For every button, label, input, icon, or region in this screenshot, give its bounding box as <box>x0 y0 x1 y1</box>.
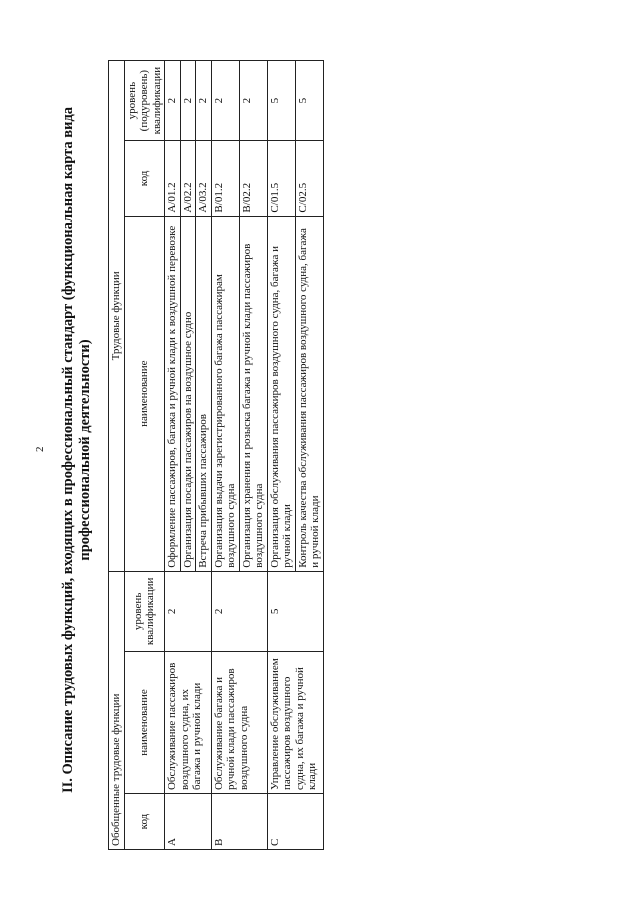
function-code: B/01.2 <box>211 141 239 216</box>
labor-functions-header: Трудовые функции <box>109 61 125 572</box>
group-level: 5 <box>267 571 323 651</box>
function-name: Организация выдачи зарегистрированного багажа пассажирам воздушного судна <box>211 216 239 571</box>
function-code: B/02.2 <box>239 141 267 216</box>
group-name: Управление обслуживанием пассажиров воздушного судна, их багажа и ручной клади <box>267 651 323 793</box>
group-code: C <box>267 794 323 850</box>
group-code: B <box>211 794 267 850</box>
group-name: Обслуживание пассажиров воздушного судна, их багажа и ручной клади <box>165 651 212 793</box>
functions-table <box>108 60 324 850</box>
function-level: 2 <box>165 61 181 141</box>
col-sublevel: уровень (подуровень) квалификации <box>124 61 165 141</box>
group-code: A <box>165 794 212 850</box>
group-name: Обслуживание багажа и ручной клади пассажиров воздушного судна <box>211 651 267 793</box>
group-level: 2 <box>165 571 212 651</box>
function-name: Организация обслуживания пассажиров воздушного судна, багажа и ручной клади <box>267 216 295 571</box>
function-level: 5 <box>295 61 323 141</box>
col-tf-code: код <box>124 141 165 216</box>
function-level: 2 <box>196 61 212 141</box>
function-level: 5 <box>267 61 295 141</box>
function-level: 2 <box>180 61 196 141</box>
page-title: II. Описание трудовых функций, входящих в профессиональный стандарт (функциональная карта вида профессиональной деятельности) <box>60 106 93 794</box>
table-row <box>211 61 239 850</box>
col-code: код <box>124 794 165 850</box>
col-name: наименование <box>124 651 165 793</box>
function-code: A/02.2 <box>180 141 196 216</box>
group-header-row <box>109 61 125 850</box>
function-code: C/01.5 <box>267 141 295 216</box>
table-row <box>165 61 181 850</box>
table-row <box>267 61 295 850</box>
function-name: Оформление пассажиров, багажа и ручной клади к воздушной перевозке <box>165 216 181 571</box>
page-number: 2 <box>34 446 46 452</box>
function-name: Встреча прибывших пассажиров <box>196 216 212 571</box>
function-level: 2 <box>239 61 267 141</box>
col-tf-name: наименование <box>124 216 165 571</box>
function-name: Контроль качества обслуживания пассажиров воздушного судна, багажа и ручной клади <box>295 216 323 571</box>
function-code: A/01.2 <box>165 141 181 216</box>
generalized-functions-header: Обобщенные трудовые функции <box>109 571 125 849</box>
function-code: C/02.5 <box>295 141 323 216</box>
group-level: 2 <box>211 571 267 651</box>
function-code: A/03.2 <box>196 141 212 216</box>
column-header-row <box>124 61 165 850</box>
function-name: Организация посадки пассажиров на воздушное судно <box>180 216 196 571</box>
col-level: уровень квалификации <box>124 571 165 651</box>
function-name: Организация хранения и розыска багажа и ручной клади пассажиров воздушного судна <box>239 216 267 571</box>
function-level: 2 <box>211 61 239 141</box>
rotated-page-content <box>60 50 620 850</box>
